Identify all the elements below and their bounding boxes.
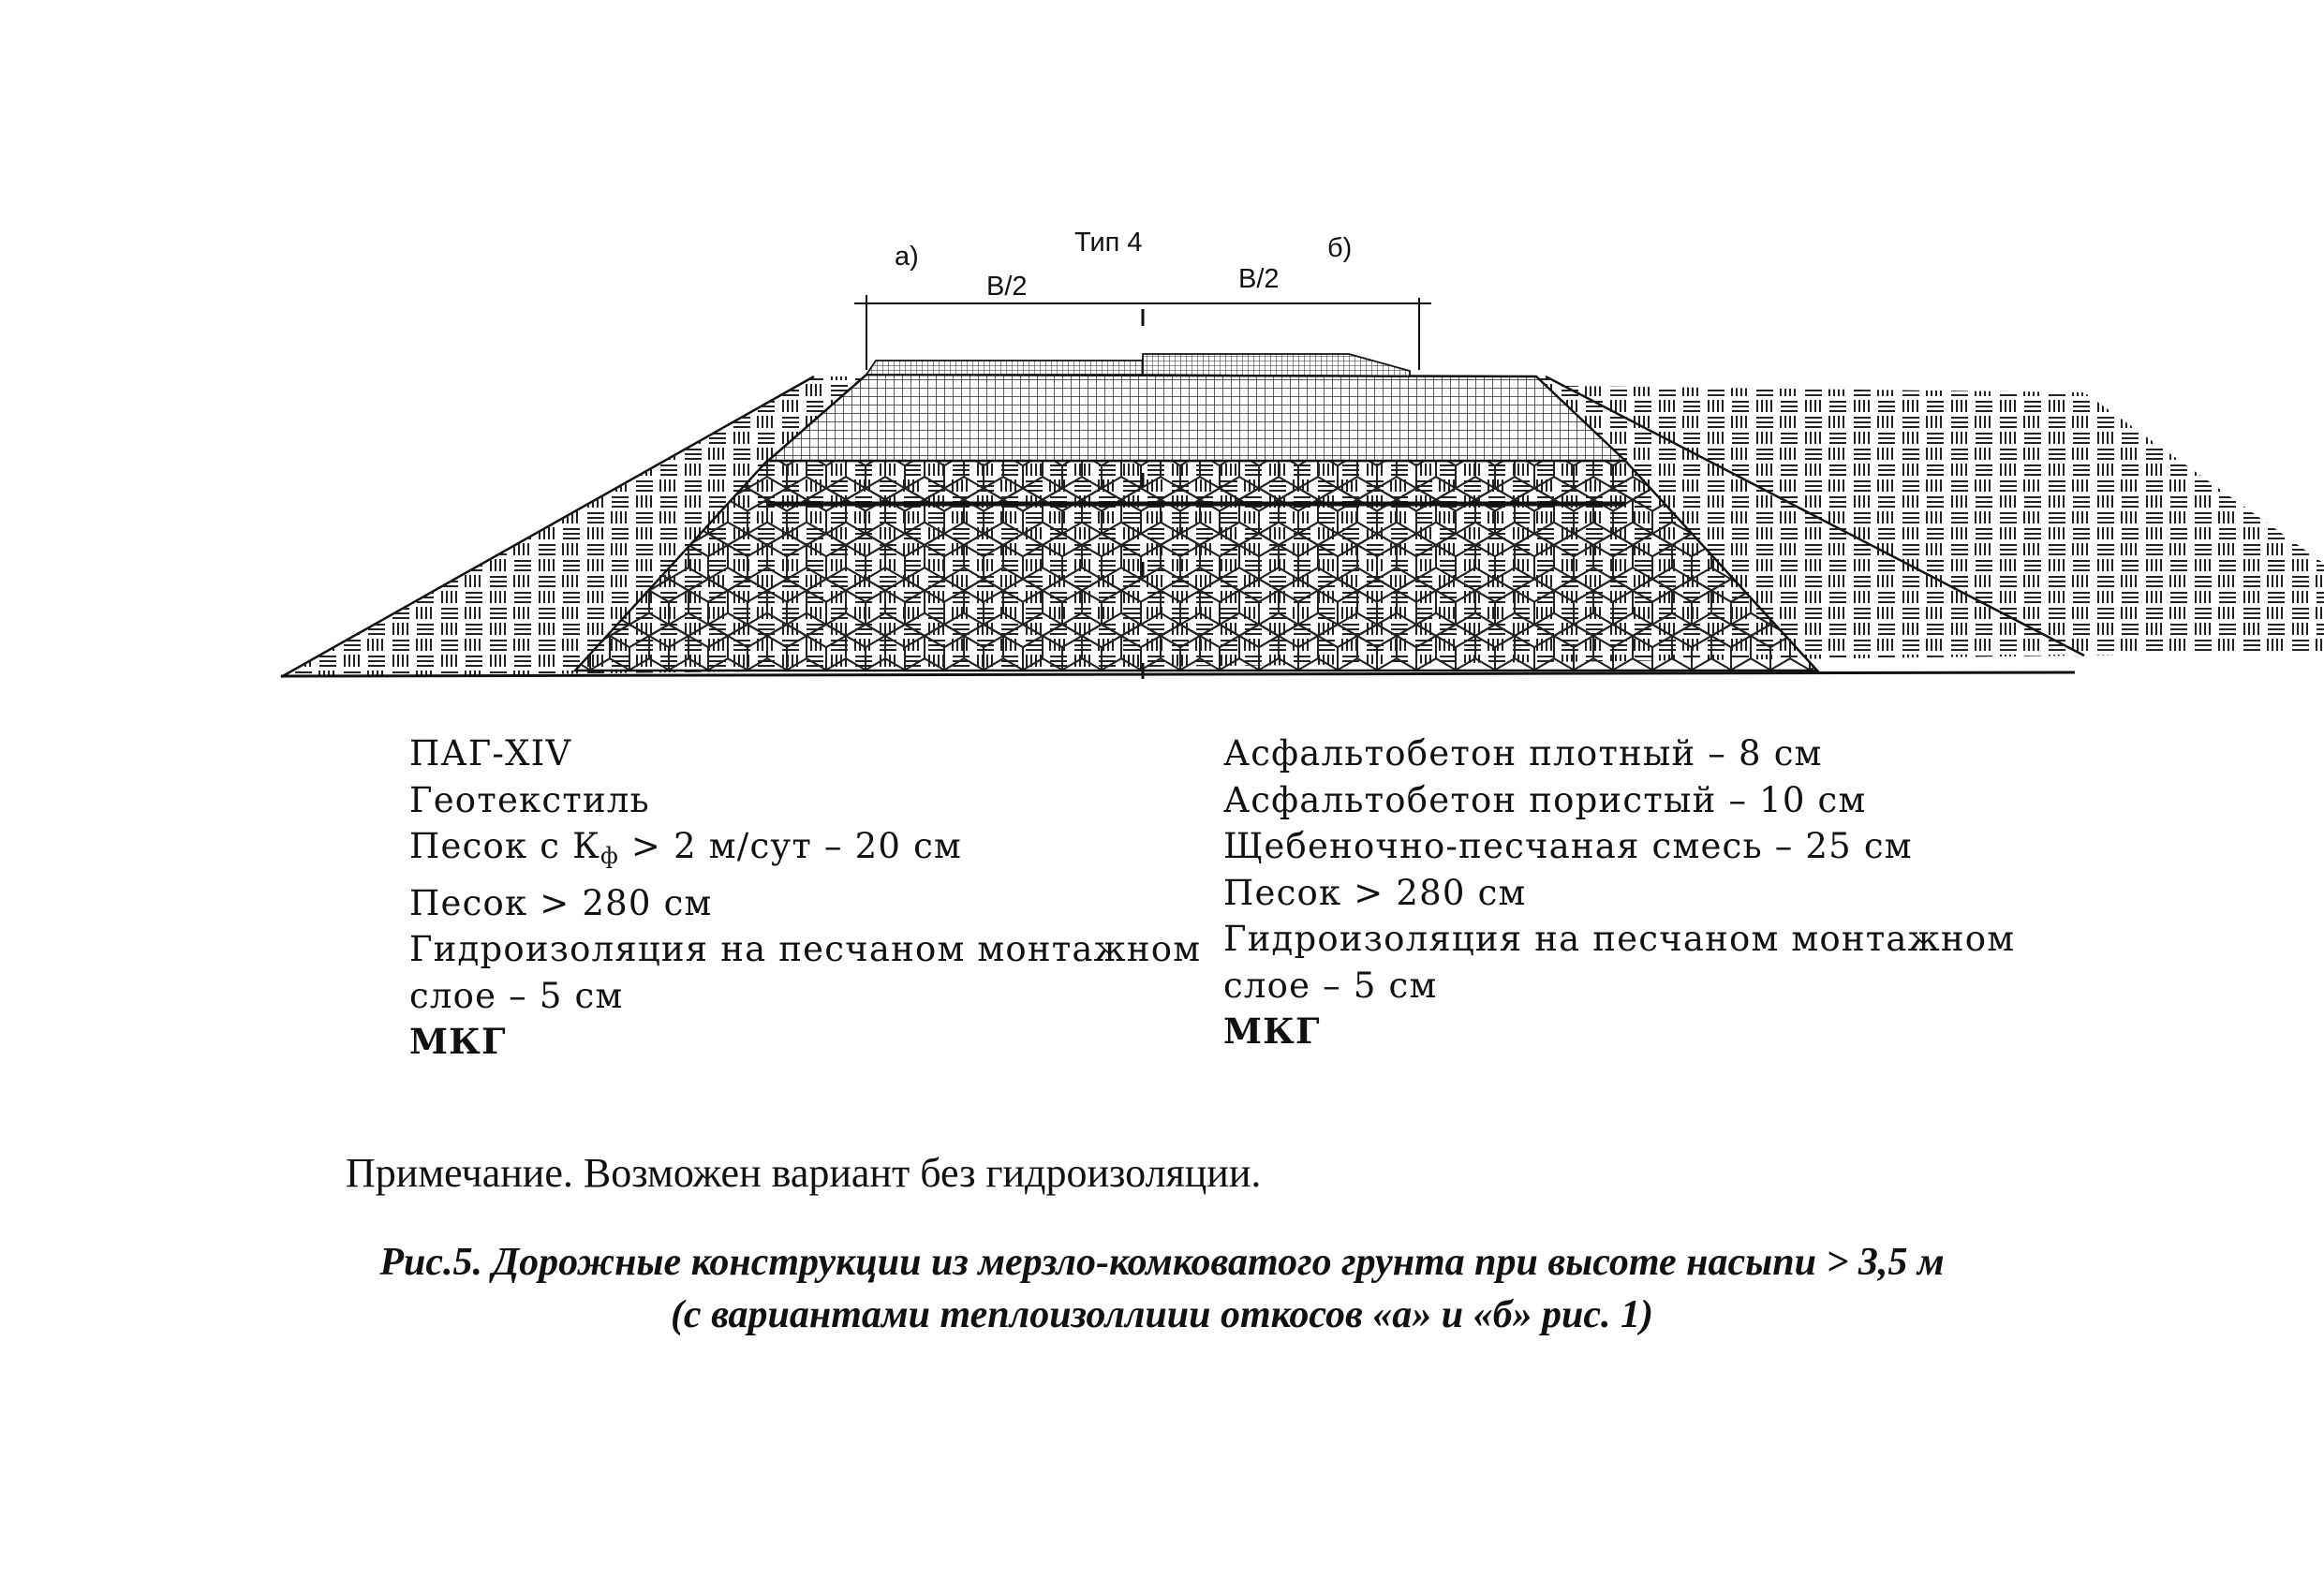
legend-left-line-3-subscript: ф [600, 843, 619, 869]
note-text: Примечание. Возможен вариант без гидроизоляции. [346, 1150, 1262, 1196]
legend-left-line-7: МКГ [409, 1021, 507, 1062]
legend-left-line-3 [409, 823, 1201, 880]
legend-left-line-5: Гидроизоляция на песчаном монтажном [409, 929, 1202, 969]
legend-left-line-6: слое – 5 см [409, 975, 624, 1016]
legend-right-line-5: Гидроизоляция на песчаном монтажном [1223, 919, 2016, 959]
legend-right-line-1: Асфальтобетон плотный – 8 см [1223, 733, 1823, 774]
variant-b-label: б) [1327, 233, 1353, 263]
legend-right-line-6: слое – 5 см [1223, 965, 1438, 1006]
legend-right-line-7: МКГ [1223, 1010, 1321, 1052]
legend-left-line-2: Геотекстиль [409, 779, 650, 820]
sand-core-fill [580, 464, 1813, 667]
asphalt-layer-a [866, 361, 1143, 375]
half-width-right-label: В/2 [1238, 264, 1280, 294]
variant-a-label: а) [895, 242, 919, 272]
legend-right-line-2: Асфальтобетон пористый – 10 см [1223, 779, 1867, 820]
legend-left-line-3-prefix: Песок с К [409, 826, 600, 866]
type-label: Тип 4 [1074, 228, 1143, 258]
legend-right-variant-b [1223, 730, 2015, 1055]
legend-left-line-1: ПАГ-XIV [409, 733, 572, 774]
figure-caption [0, 1236, 2324, 1341]
legend-left-variant-a [409, 730, 1201, 1066]
crushed-stone-layer [768, 375, 1625, 461]
legend-left-line-3-suffix: > 2 м/сут – 20 см [618, 826, 962, 866]
legend-right-line-4: Песок > 280 см [1223, 872, 1527, 913]
legend-right-line-3: Щебеночно-песчаная смесь – 25 см [1223, 826, 1913, 866]
caption-line-2: (с вариантами теплоизоллиии откосов «а» и «б» рис. 1) [670, 1293, 1654, 1336]
caption-line-1: Рис.5. Дорожные конструкции из мерзло-комковатого грунта при высоте насыпи > 3,5 м [379, 1241, 1945, 1284]
asphalt-layer-b [1143, 354, 1410, 376]
legend-left-line-4: Песок > 280 см [409, 882, 713, 923]
half-width-left-label: В/2 [986, 272, 1028, 302]
